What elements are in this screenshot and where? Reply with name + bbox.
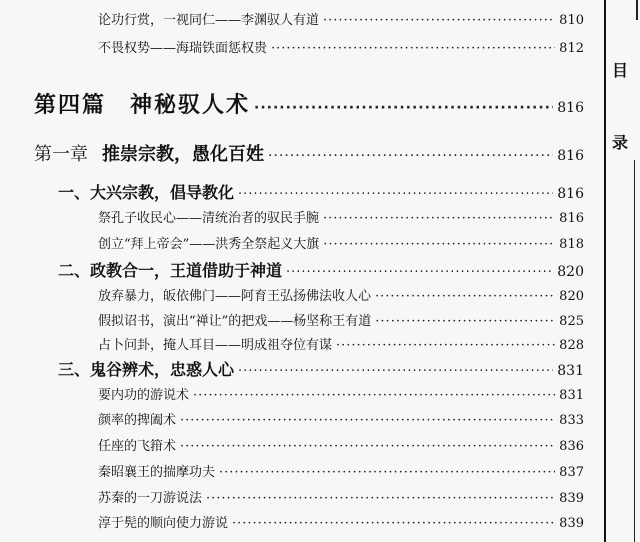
entry-title: 创立“拜上帝会”——洪秀全祭起义大旗 bbox=[98, 237, 320, 252]
toc-entry bbox=[98, 512, 584, 531]
page-number: 820 bbox=[557, 264, 584, 280]
toc-chapter-heading bbox=[34, 140, 584, 166]
toc-part-heading bbox=[34, 88, 584, 119]
leader-dots bbox=[375, 314, 555, 329]
page-number: 833 bbox=[559, 413, 584, 428]
page-edge-line bbox=[636, 0, 638, 20]
page-number: 816 bbox=[557, 186, 584, 202]
chapter-title: 推崇宗教，愚化百姓 bbox=[102, 144, 264, 165]
leader-dots bbox=[219, 465, 555, 480]
leader-dots bbox=[232, 516, 555, 531]
page-number: 816 bbox=[557, 100, 584, 116]
entry-title: 假拟诏书，演出“禅让”的把戏——杨坚称王有道 bbox=[98, 314, 372, 329]
toc-entry bbox=[98, 384, 584, 403]
entry-title: 祭孔子收民心——清统治者的驭民手腕 bbox=[98, 211, 320, 226]
entry-title: 不畏权势——海瑞铁面惩权贵 bbox=[98, 41, 268, 56]
page-number: 831 bbox=[557, 363, 584, 379]
section-title: 二、政教合一，王道借助于神道 bbox=[58, 261, 283, 280]
leader-dots bbox=[271, 41, 555, 56]
side-tab-char-lu: 录 bbox=[612, 133, 629, 152]
page-number: 812 bbox=[559, 41, 584, 56]
leader-dots bbox=[268, 148, 553, 164]
entry-title: 苏秦的一刀游说法 bbox=[98, 491, 203, 506]
leader-dots bbox=[193, 388, 555, 403]
page-number: 810 bbox=[559, 13, 584, 28]
page-number: 837 bbox=[559, 465, 584, 480]
toc-entry bbox=[98, 435, 584, 454]
leader-dots bbox=[180, 439, 555, 454]
entry-title: 颜率的捭阖术 bbox=[98, 413, 177, 428]
section-title: 一、大兴宗教，倡导教化 bbox=[58, 183, 235, 202]
leader-dots bbox=[180, 413, 555, 428]
leader-dots bbox=[238, 187, 553, 202]
toc-entry bbox=[98, 409, 584, 428]
page-number: 828 bbox=[559, 338, 584, 353]
page-number: 839 bbox=[559, 491, 584, 506]
section-title: 三、鬼谷辨术，忠惑人心 bbox=[58, 360, 235, 379]
leader-dots bbox=[323, 13, 555, 28]
entry-title: 论功行赏，一视同仁——李渊驭人有道 bbox=[98, 13, 320, 28]
part-title: 第四篇 神秘驭人术 bbox=[34, 93, 251, 118]
page-number: 831 bbox=[559, 388, 584, 403]
toc-entry bbox=[98, 334, 584, 353]
leader-dots bbox=[336, 338, 555, 353]
toc-entry bbox=[98, 487, 584, 506]
toc-entry bbox=[98, 461, 584, 480]
toc-entry bbox=[98, 37, 584, 56]
entry-title: 放弃暴力，皈依佛门——阿育王弘扬佛法收人心 bbox=[98, 289, 372, 304]
toc-section-heading bbox=[58, 258, 584, 281]
chapter-number: 第一章 bbox=[34, 144, 88, 165]
entry-title: 秦昭襄王的揣摩功夫 bbox=[98, 465, 216, 480]
entry-title: 要内功的游说术 bbox=[98, 388, 190, 403]
toc-entry bbox=[98, 9, 584, 28]
toc-section-heading bbox=[58, 180, 584, 203]
page-number: 825 bbox=[559, 314, 584, 329]
page-edge-line bbox=[634, 160, 635, 542]
toc-section-heading bbox=[58, 357, 584, 380]
leader-dots bbox=[254, 100, 553, 116]
entry-title: 占卜问卦，掩人耳目——明成祖夺位有谋 bbox=[98, 338, 333, 353]
leader-dots bbox=[286, 265, 553, 280]
toc-entry bbox=[98, 285, 584, 304]
leader-dots bbox=[375, 289, 555, 304]
toc-entry bbox=[98, 233, 584, 252]
leader-dots bbox=[206, 491, 555, 506]
page-number: 836 bbox=[559, 439, 584, 454]
leader-dots bbox=[238, 364, 553, 379]
side-tab-char-mu: 目 bbox=[612, 61, 629, 80]
page-number: 816 bbox=[557, 148, 584, 164]
leader-dots bbox=[323, 211, 555, 226]
leader-dots bbox=[323, 237, 555, 252]
page-number: 820 bbox=[559, 289, 584, 304]
page-number: 839 bbox=[559, 516, 584, 531]
toc-entry bbox=[98, 310, 584, 329]
entry-title: 任座的飞箝术 bbox=[98, 439, 177, 454]
toc-entry bbox=[98, 207, 584, 226]
page-number: 816 bbox=[559, 211, 584, 226]
entry-title: 淳于髡的顺向使力游说 bbox=[98, 516, 229, 531]
page-number: 818 bbox=[559, 237, 584, 252]
